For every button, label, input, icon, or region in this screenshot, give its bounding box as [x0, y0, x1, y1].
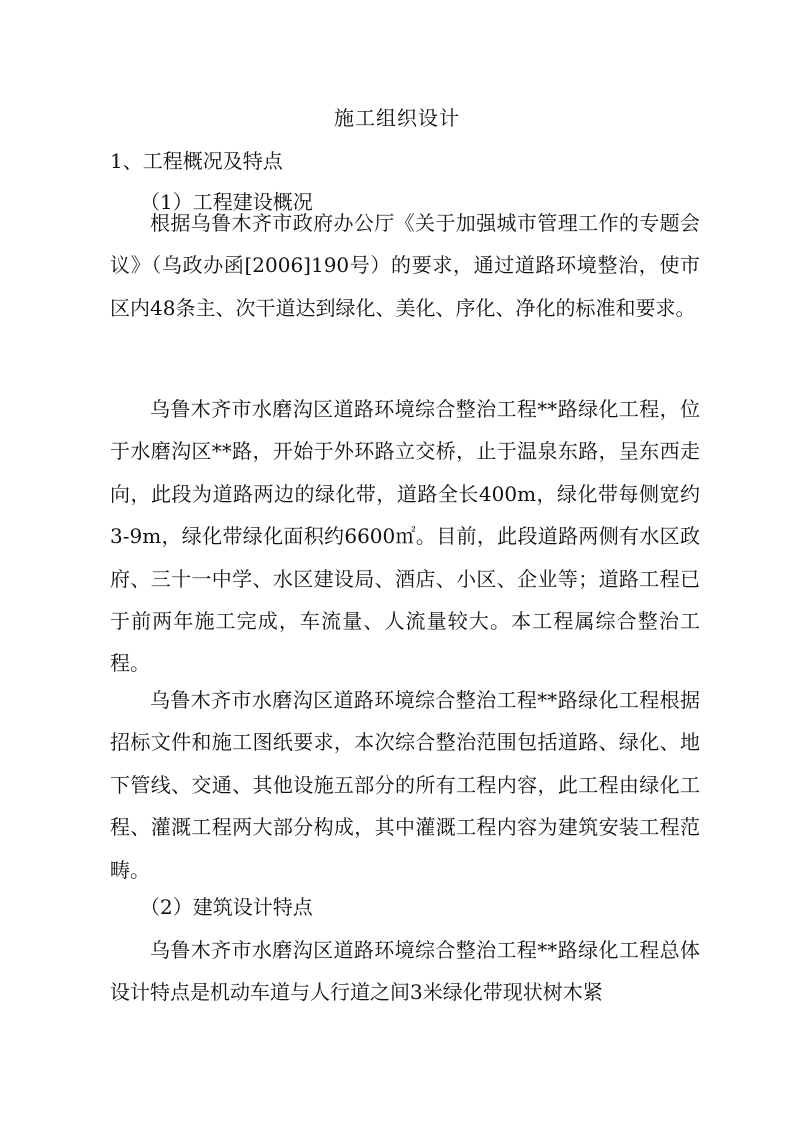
- section-heading-1: 1、工程概况及特点: [110, 149, 283, 173]
- paragraph-1: 根据乌鲁木齐市政府办公厅《关于加强城市管理工作的专题会议》（乌政办函[2006]190号）的要求，通过道路环境整治，使市区内48条主、次干道达到绿化、美化、序化、净化的标准和要求。: [110, 211, 700, 320]
- paragraph-2: 乌鲁木齐市水磨沟区道路环境综合整治工程**路绿化工程，位于水磨沟区**路，开始于外环路立交桥，止于温泉东路，呈东西走向，此段为道路两边的绿化带，道路全长400m，绿化带每侧宽约3-9m，绿化带绿化面积约6600㎡。目前，此段道路两侧有水区政府、三十一中学、水区建设局、酒店、小区、企业等；道路工程已于前两年施工完成，车流量、人流量较大。本工程属综合整治工程。: [110, 397, 700, 676]
- document-title: 施工组织设计: [334, 106, 460, 130]
- subsection-heading-2: （2）建筑设计特点: [140, 895, 313, 919]
- paragraph-3: 乌鲁木齐市水磨沟区道路环境综合整治工程**路绿化工程根据招标文件和施工图纸要求，本次综合整治范围包括道路、绿化、地下管线、交通、其他设施五部分的所有工程内容，此工程由绿化工程、灌溉工程两大部分构成，其中灌溉工程内容为建筑安装工程范畴。: [110, 688, 700, 882]
- subsection-heading-1: （1）工程建设概况: [140, 190, 313, 214]
- paragraph-4: 乌鲁木齐市水磨沟区道路环境综合整治工程**路绿化工程总体设计特点是机动车道与人行道之间3米绿化带现状树木紧: [110, 938, 700, 1005]
